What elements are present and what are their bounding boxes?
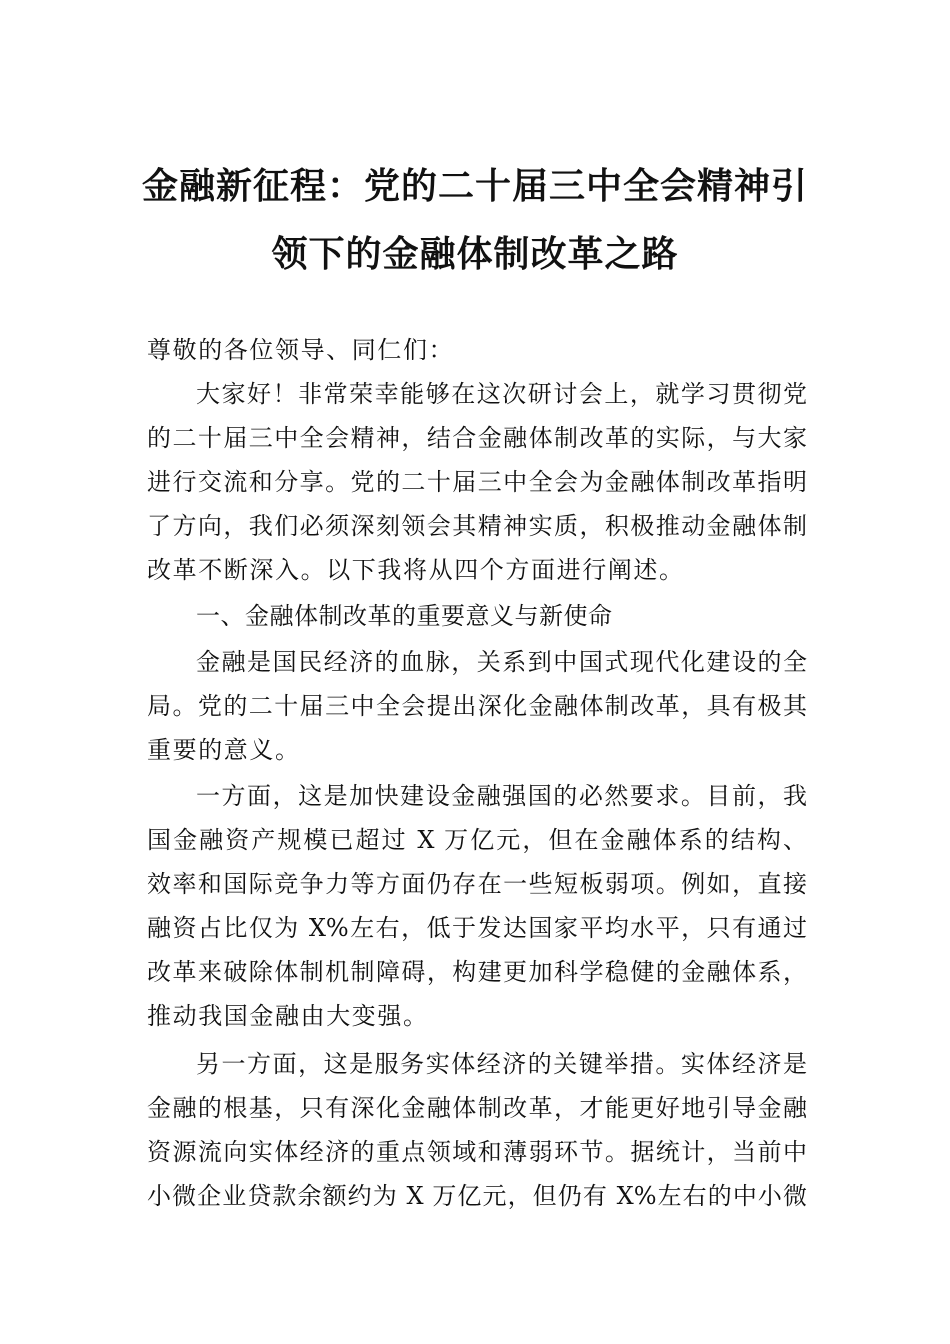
paragraph-line: 重要的意义。: [147, 736, 301, 764]
paragraph-line: 资源流向实体经济的重点领域和薄弱环节。据统计，当前中: [147, 1138, 807, 1166]
paragraph-line: 改革来破除体制机制障碍，构建更加科学稳健的金融体系，: [147, 958, 807, 986]
paragraph-line: 另一方面，这是服务实体经济的关键举措。实体经济是: [196, 1050, 807, 1078]
paragraph-line: 小微企业贷款余额约为 X 万亿元，但仍有 X%左右的中小微: [147, 1182, 807, 1210]
paragraph-line: 改革不断深入。以下我将从四个方面进行阐述。: [147, 556, 685, 584]
paragraph-line: 了方向，我们必须深刻领会其精神实质，积极推动金融体制: [147, 512, 807, 540]
paragraph-line: 融资占比仅为 X%左右，低于发达国家平均水平，只有通过: [147, 914, 807, 942]
paragraph-line: 金融的根基，只有深化金融体制改革，才能更好地引导金融: [147, 1094, 807, 1122]
paragraph-line: 效率和国际竞争力等方面仍存在一些短板弱项。例如，直接: [147, 870, 807, 898]
document-title-line-2: 领下的金融体制改革之路: [271, 233, 679, 275]
salutation: 尊敬的各位领导、同仁们：: [147, 336, 455, 364]
paragraph-line: 金融是国民经济的血脉，关系到中国式现代化建设的全: [196, 648, 807, 676]
paragraph-line: 一方面，这是加快建设金融强国的必然要求。目前，我: [196, 782, 807, 810]
document-title-line-1: 金融新征程：党的二十届三中全会精神引: [141, 165, 808, 207]
section-heading: 一、金融体制改革的重要意义与新使命: [196, 602, 613, 630]
paragraph-line: 推动我国金融由大变强。: [147, 1002, 429, 1030]
paragraph-line: 大家好！非常荣幸能够在这次研讨会上，就学习贯彻党: [196, 380, 807, 408]
paragraph-line: 的二十届三中全会精神，结合金融体制改革的实际，与大家: [147, 424, 807, 452]
paragraph-line: 进行交流和分享。党的二十届三中全会为金融体制改革指明: [147, 468, 807, 496]
paragraph-line: 国金融资产规模已超过 X 万亿元，但在金融体系的结构、: [147, 826, 807, 854]
paragraph-line: 局。党的二十届三中全会提出深化金融体制改革，具有极其: [147, 692, 807, 720]
